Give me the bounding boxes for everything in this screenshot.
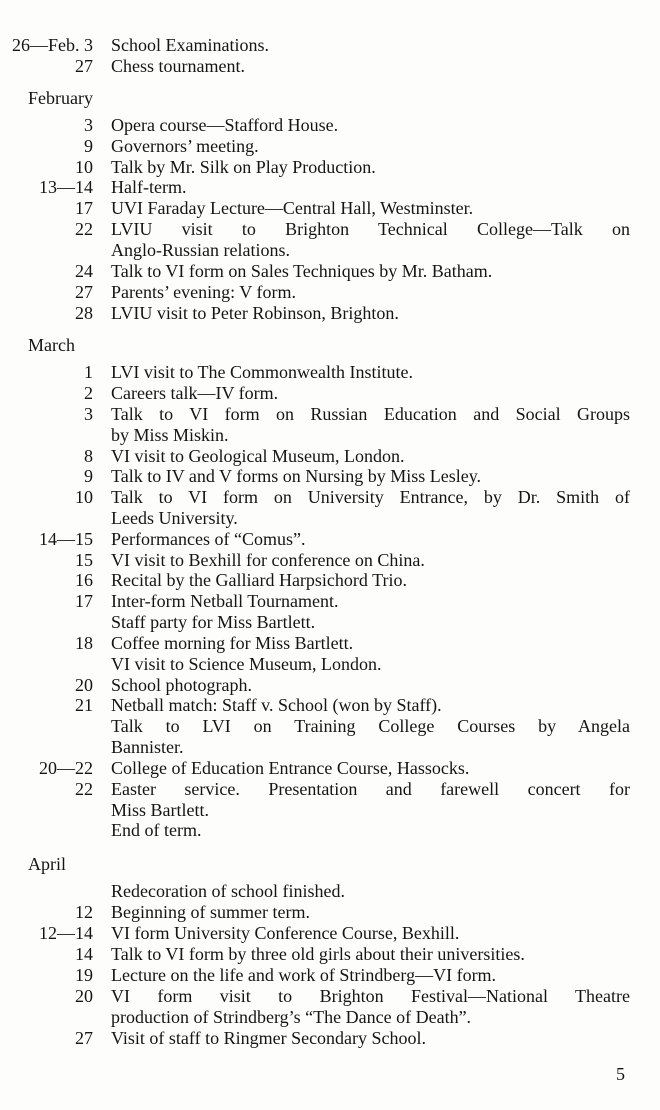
entry-text: Leeds University. (111, 508, 238, 528)
entry-text: Half-term. (111, 177, 187, 197)
entry-date: 14 (75, 944, 93, 964)
entry-date: 17 (75, 198, 93, 218)
entry-text: Miss Bartlett. (111, 800, 209, 820)
entry-text: School photograph. (111, 675, 252, 695)
entry-text: Inter-form Netball Tournament. (111, 591, 339, 611)
entry-date: 18 (75, 633, 93, 653)
entry-text: VI form University Conference Course, Bexhill. (111, 923, 460, 943)
entry-text: LVI visit to The Commonwealth Institute. (111, 362, 413, 382)
page-number: 5 (616, 1064, 625, 1084)
entry-text: VI form visit to Brighton Festival—National Theatre (111, 986, 630, 1006)
entry-text: Talk to VI form on Sales Techniques by Mr. Batham. (111, 261, 493, 281)
entry-date: 12 (75, 902, 93, 922)
entry-text: Performances of “Comus”. (111, 529, 306, 549)
entry-text: School Examinations. (111, 35, 269, 55)
entry-text: End of term. (111, 820, 202, 840)
entry-text: Anglo-Russian relations. (111, 240, 290, 260)
entry-text: Chess tournament. (111, 56, 245, 76)
entry-date: 21 (75, 695, 93, 715)
entry-text: Recital by the Galliard Harpsichord Trio. (111, 570, 407, 590)
entry-text: Redecoration of school finished. (111, 881, 345, 901)
entry-text: Governors’ meeting. (111, 136, 259, 156)
entry-text: Netball match: Staff v. School (won by Staff). (111, 695, 442, 715)
entry-date: 8 (84, 446, 93, 466)
entry-text: Staff party for Miss Bartlett. (111, 612, 316, 632)
entry-date: 3 (84, 404, 93, 424)
entry-text: VI visit to Bexhill for conference on China. (111, 550, 425, 570)
entry-text: Beginning of summer term. (111, 902, 310, 922)
entry-text: Talk to LVI on Training College Courses by Angela (111, 716, 630, 736)
entry-date: 1 (84, 362, 93, 382)
entry-date: 10 (75, 157, 93, 177)
entry-date: 24 (75, 261, 93, 281)
entry-date: 10 (75, 487, 93, 507)
entry-date: 27 (75, 282, 93, 302)
entry-text: Opera course—Stafford House. (111, 115, 339, 135)
entry-text: Talk to VI form by three old girls about their universities. (111, 944, 525, 964)
entry-date: 2 (84, 383, 93, 403)
entry-date: 19 (75, 965, 93, 985)
entry-text: VI visit to Geological Museum, London. (111, 446, 405, 466)
entry-text: UVI Faraday Lecture—Central Hall, Westminster. (111, 198, 474, 218)
entry-date: 20 (75, 675, 93, 695)
entry-text: Easter service. Presentation and farewell concert for (111, 779, 630, 799)
entry-text: Parents’ evening: V form. (111, 282, 296, 302)
entry-date: 14—15 (39, 529, 93, 549)
entry-text: Talk to VI form on Russian Education and Social Groups (111, 404, 630, 424)
entry-date: 27 (75, 1028, 93, 1048)
entry-text: Lecture on the life and work of Strindberg—VI form. (111, 965, 497, 985)
entry-date: 27 (75, 56, 93, 76)
month-heading: February (28, 88, 93, 108)
entry-date: 15 (75, 550, 93, 570)
entry-text: LVIU visit to Brighton Technical College—Talk on (111, 219, 630, 239)
entry-date: 13—14 (39, 177, 93, 197)
month-heading: March (28, 335, 75, 355)
month-heading: April (28, 854, 66, 874)
entry-text: Bannister. (111, 737, 184, 757)
entry-date: 26—Feb. 3 (12, 35, 93, 55)
entry-text: VI visit to Science Museum, London. (111, 654, 382, 674)
entry-date: 17 (75, 591, 93, 611)
entry-date: 9 (84, 136, 93, 156)
entry-date: 9 (84, 466, 93, 486)
entry-text: Visit of staff to Ringmer Secondary School. (111, 1028, 427, 1048)
entry-text: Talk to VI form on University Entrance, by Dr. Smith of (111, 487, 630, 507)
entry-date: 20 (75, 986, 93, 1006)
entry-text: LVIU visit to Peter Robinson, Brighton. (111, 303, 399, 323)
entry-date: 22 (75, 779, 93, 799)
entry-date: 28 (75, 303, 93, 323)
entry-text: production of Strindberg’s “The Dance of Death”. (111, 1007, 472, 1027)
entry-text: Coffee morning for Miss Bartlett. (111, 633, 354, 653)
entry-date: 3 (84, 115, 93, 135)
entry-text: College of Education Entrance Course, Hassocks. (111, 758, 470, 778)
entry-text: by Miss Miskin. (111, 425, 229, 445)
entry-text: Talk to IV and V forms on Nursing by Miss Lesley. (111, 466, 482, 486)
entry-date: 22 (75, 219, 93, 239)
entry-date: 12—14 (39, 923, 93, 943)
entry-text: Careers talk—IV form. (111, 383, 279, 403)
entry-date: 16 (75, 570, 93, 590)
entry-text: Talk by Mr. Silk on Play Production. (111, 157, 376, 177)
entry-date: 20—22 (39, 758, 93, 778)
